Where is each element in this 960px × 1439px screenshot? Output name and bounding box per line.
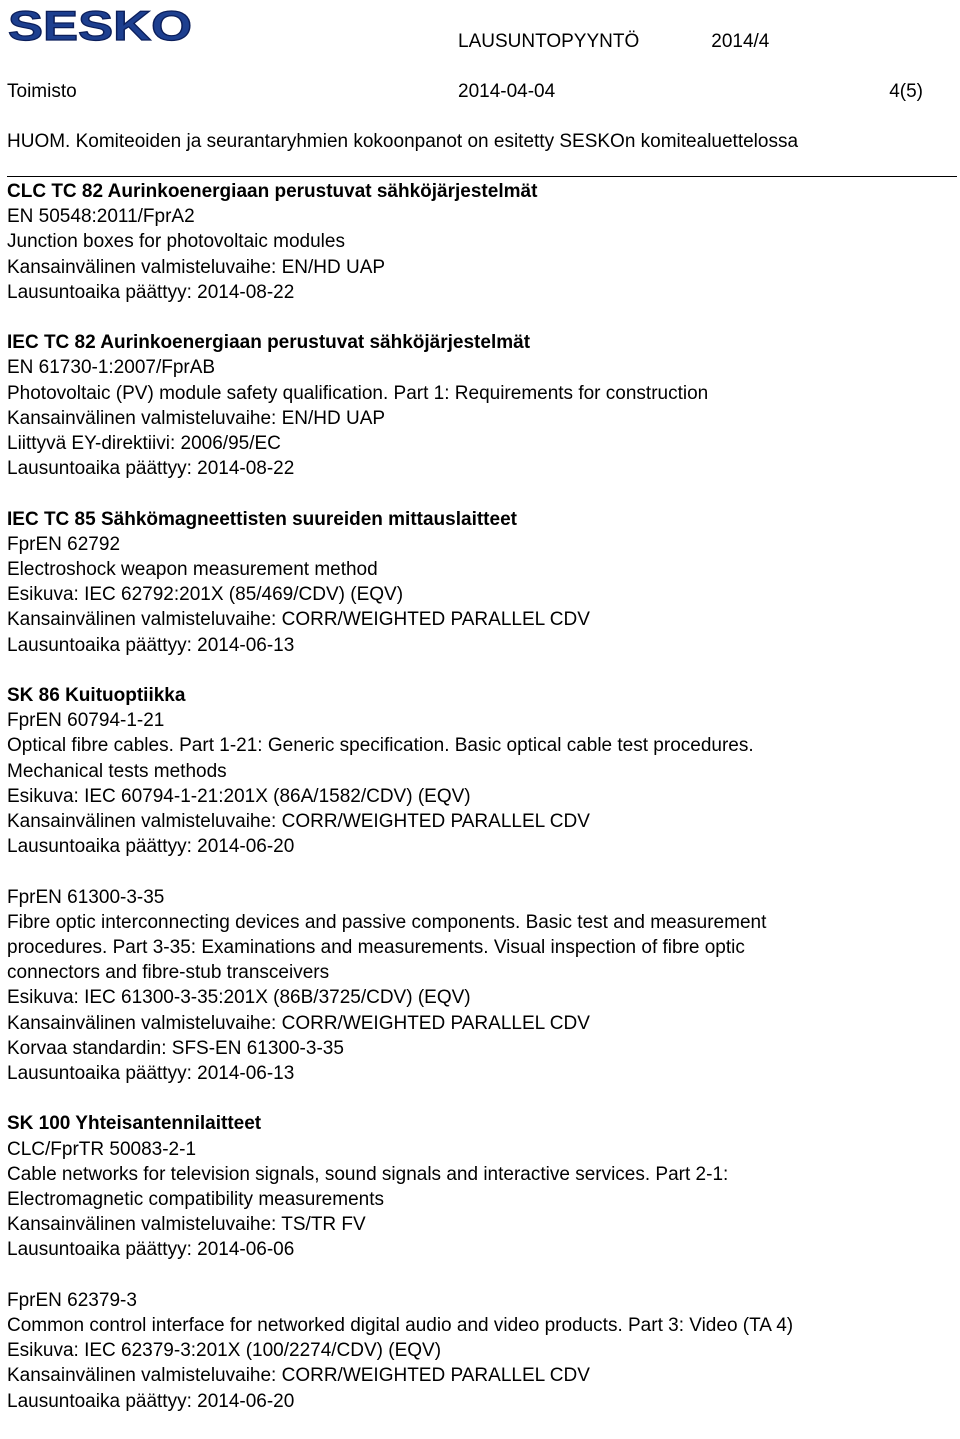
standard-entry xyxy=(7,204,952,305)
entry-line: Kansainvälinen valmisteluvaihe: TS/TR FV xyxy=(7,1214,366,1236)
entry-line: Electroshock weapon measurement method xyxy=(7,559,378,581)
office-label: Toimisto xyxy=(7,81,77,102)
entry-line: Korvaa standardin: SFS-EN 61300-3-35 xyxy=(7,1037,344,1059)
committee-section xyxy=(7,683,952,1086)
committee-list xyxy=(7,179,952,1439)
entry-line: Lausuntoaika päättyy: 2014-06-20 xyxy=(7,836,295,858)
committee-section xyxy=(7,179,952,305)
entry-line: procedures. Part 3-35: Examinations and measurements. Visual inspection of fibre optic xyxy=(7,937,745,959)
entry-line: CLC/FprTR 50083-2-1 xyxy=(7,1138,197,1160)
document-type xyxy=(458,30,769,54)
entry-line: Photovoltaic (PV) module safety qualification. Part 1: Requirements for construction xyxy=(7,382,709,404)
entry-line: EN 61730-1:2007/FprAB xyxy=(7,357,216,379)
entry-line: Esikuva: IEC 60794-1-21:201X (86A/1582/CDV) (EQV) xyxy=(7,785,471,807)
committee-section xyxy=(7,330,952,481)
committee-title: SK 100 Yhteisantennilaitteet xyxy=(7,1113,262,1135)
entry-line: Kansainvälinen valmisteluvaihe: CORR/WEIGHTED PARALLEL CDV xyxy=(7,1365,590,1387)
entry-line: Lausuntoaika päättyy: 2014-08-22 xyxy=(7,458,295,480)
entry-line: Kansainvälinen valmisteluvaihe: CORR/WEIGHTED PARALLEL CDV xyxy=(7,1012,590,1034)
entry-line: Common control interface for networked digital audio and video products. Part 3: Video (TA 4) xyxy=(7,1315,794,1337)
committee-title: IEC TC 85 Sähkömagneettisten suureiden mittauslaitteet xyxy=(7,508,517,530)
entry-line: Kansainvälinen valmisteluvaihe: CORR/WEIGHTED PARALLEL CDV xyxy=(7,811,590,833)
entry-line: Optical fibre cables. Part 1-21: Generic specification. Basic optical cable test procedures. xyxy=(7,735,754,757)
standard-entry xyxy=(7,532,952,658)
entry-line: Lausuntoaika päättyy: 2014-06-20 xyxy=(7,1390,295,1412)
standard-entry xyxy=(7,885,952,1087)
entry-line: FprEN 61300-3-35 xyxy=(7,886,165,908)
entry-line: connectors and fibre-stub transceivers xyxy=(7,962,330,984)
standard-entry xyxy=(7,1137,952,1263)
header-row xyxy=(7,80,923,104)
committee-section xyxy=(7,507,952,658)
entry-line: Lausuntoaika päättyy: 2014-08-22 xyxy=(7,281,295,303)
entry-line: Kansainvälinen valmisteluvaihe: CORR/WEIGHTED PARALLEL CDV xyxy=(7,609,590,631)
entry-line: Esikuva: IEC 61300-3-35:201X (86B/3725/CDV) (EQV) xyxy=(7,987,471,1009)
committee-note: HUOM. Komiteoiden ja seurantaryhmien kokoonpanot on esitetty SESKOn komitealuettelossa xyxy=(7,131,799,152)
entry-line: Lausuntoaika päättyy: 2014-06-13 xyxy=(7,1063,295,1085)
entry-line: Lausuntoaika päättyy: 2014-06-13 xyxy=(7,634,295,656)
committee-title: IEC TC 82 Aurinkoenergiaan perustuvat sähköjärjestelmät xyxy=(7,332,531,354)
sesko-logo xyxy=(6,3,196,47)
entry-line: Junction boxes for photovoltaic modules xyxy=(7,231,345,253)
committee-section xyxy=(7,1111,952,1413)
page-number: 4(5) xyxy=(889,81,923,102)
entry-line: Liittyvä EY-direktiivi: 2006/95/EC xyxy=(7,433,281,455)
standard-entry xyxy=(7,355,952,481)
header-divider xyxy=(7,176,957,177)
entry-line: Cable networks for television signals, sound signals and interactive services. Part 2-1: xyxy=(7,1163,729,1185)
standard-entry xyxy=(7,708,952,859)
entry-line: Kansainvälinen valmisteluvaihe: EN/HD UAP xyxy=(7,407,386,429)
document-number: 2014/4 xyxy=(711,31,770,52)
entry-line: FprEN 62379-3 xyxy=(7,1289,137,1311)
entry-line: Mechanical tests methods xyxy=(7,760,227,782)
committee-title: SK 86 Kuituoptiikka xyxy=(7,685,186,707)
entry-line: Lausuntoaika päättyy: 2014-06-06 xyxy=(7,1239,295,1261)
entry-line: Esikuva: IEC 62792:201X (85/469/CDV) (EQV) xyxy=(7,584,404,606)
entry-line: Esikuva: IEC 62379-3:201X (100/2274/CDV) (EQV) xyxy=(7,1340,442,1362)
sesko-logo-graphic xyxy=(6,3,196,47)
document-date: 2014-04-04 xyxy=(458,81,556,102)
entry-line: FprEN 62792 xyxy=(7,533,121,555)
document-title: LAUSUNTOPYYNTÖ xyxy=(458,31,640,52)
logo-wordmark: SESKO xyxy=(8,3,192,47)
entry-line: EN 50548:2011/FprA2 xyxy=(7,206,195,228)
entry-line: Kansainvälinen valmisteluvaihe: EN/HD UAP xyxy=(7,256,386,278)
entry-line: FprEN 60794-1-21 xyxy=(7,710,165,732)
standard-entry xyxy=(7,1288,952,1414)
entry-line: Fibre optic interconnecting devices and passive components. Basic test and measurement xyxy=(7,911,767,933)
entry-line: Electromagnetic compatibility measurements xyxy=(7,1189,384,1211)
committee-title: CLC TC 82 Aurinkoenergiaan perustuvat sähköjärjestelmät xyxy=(7,181,538,202)
